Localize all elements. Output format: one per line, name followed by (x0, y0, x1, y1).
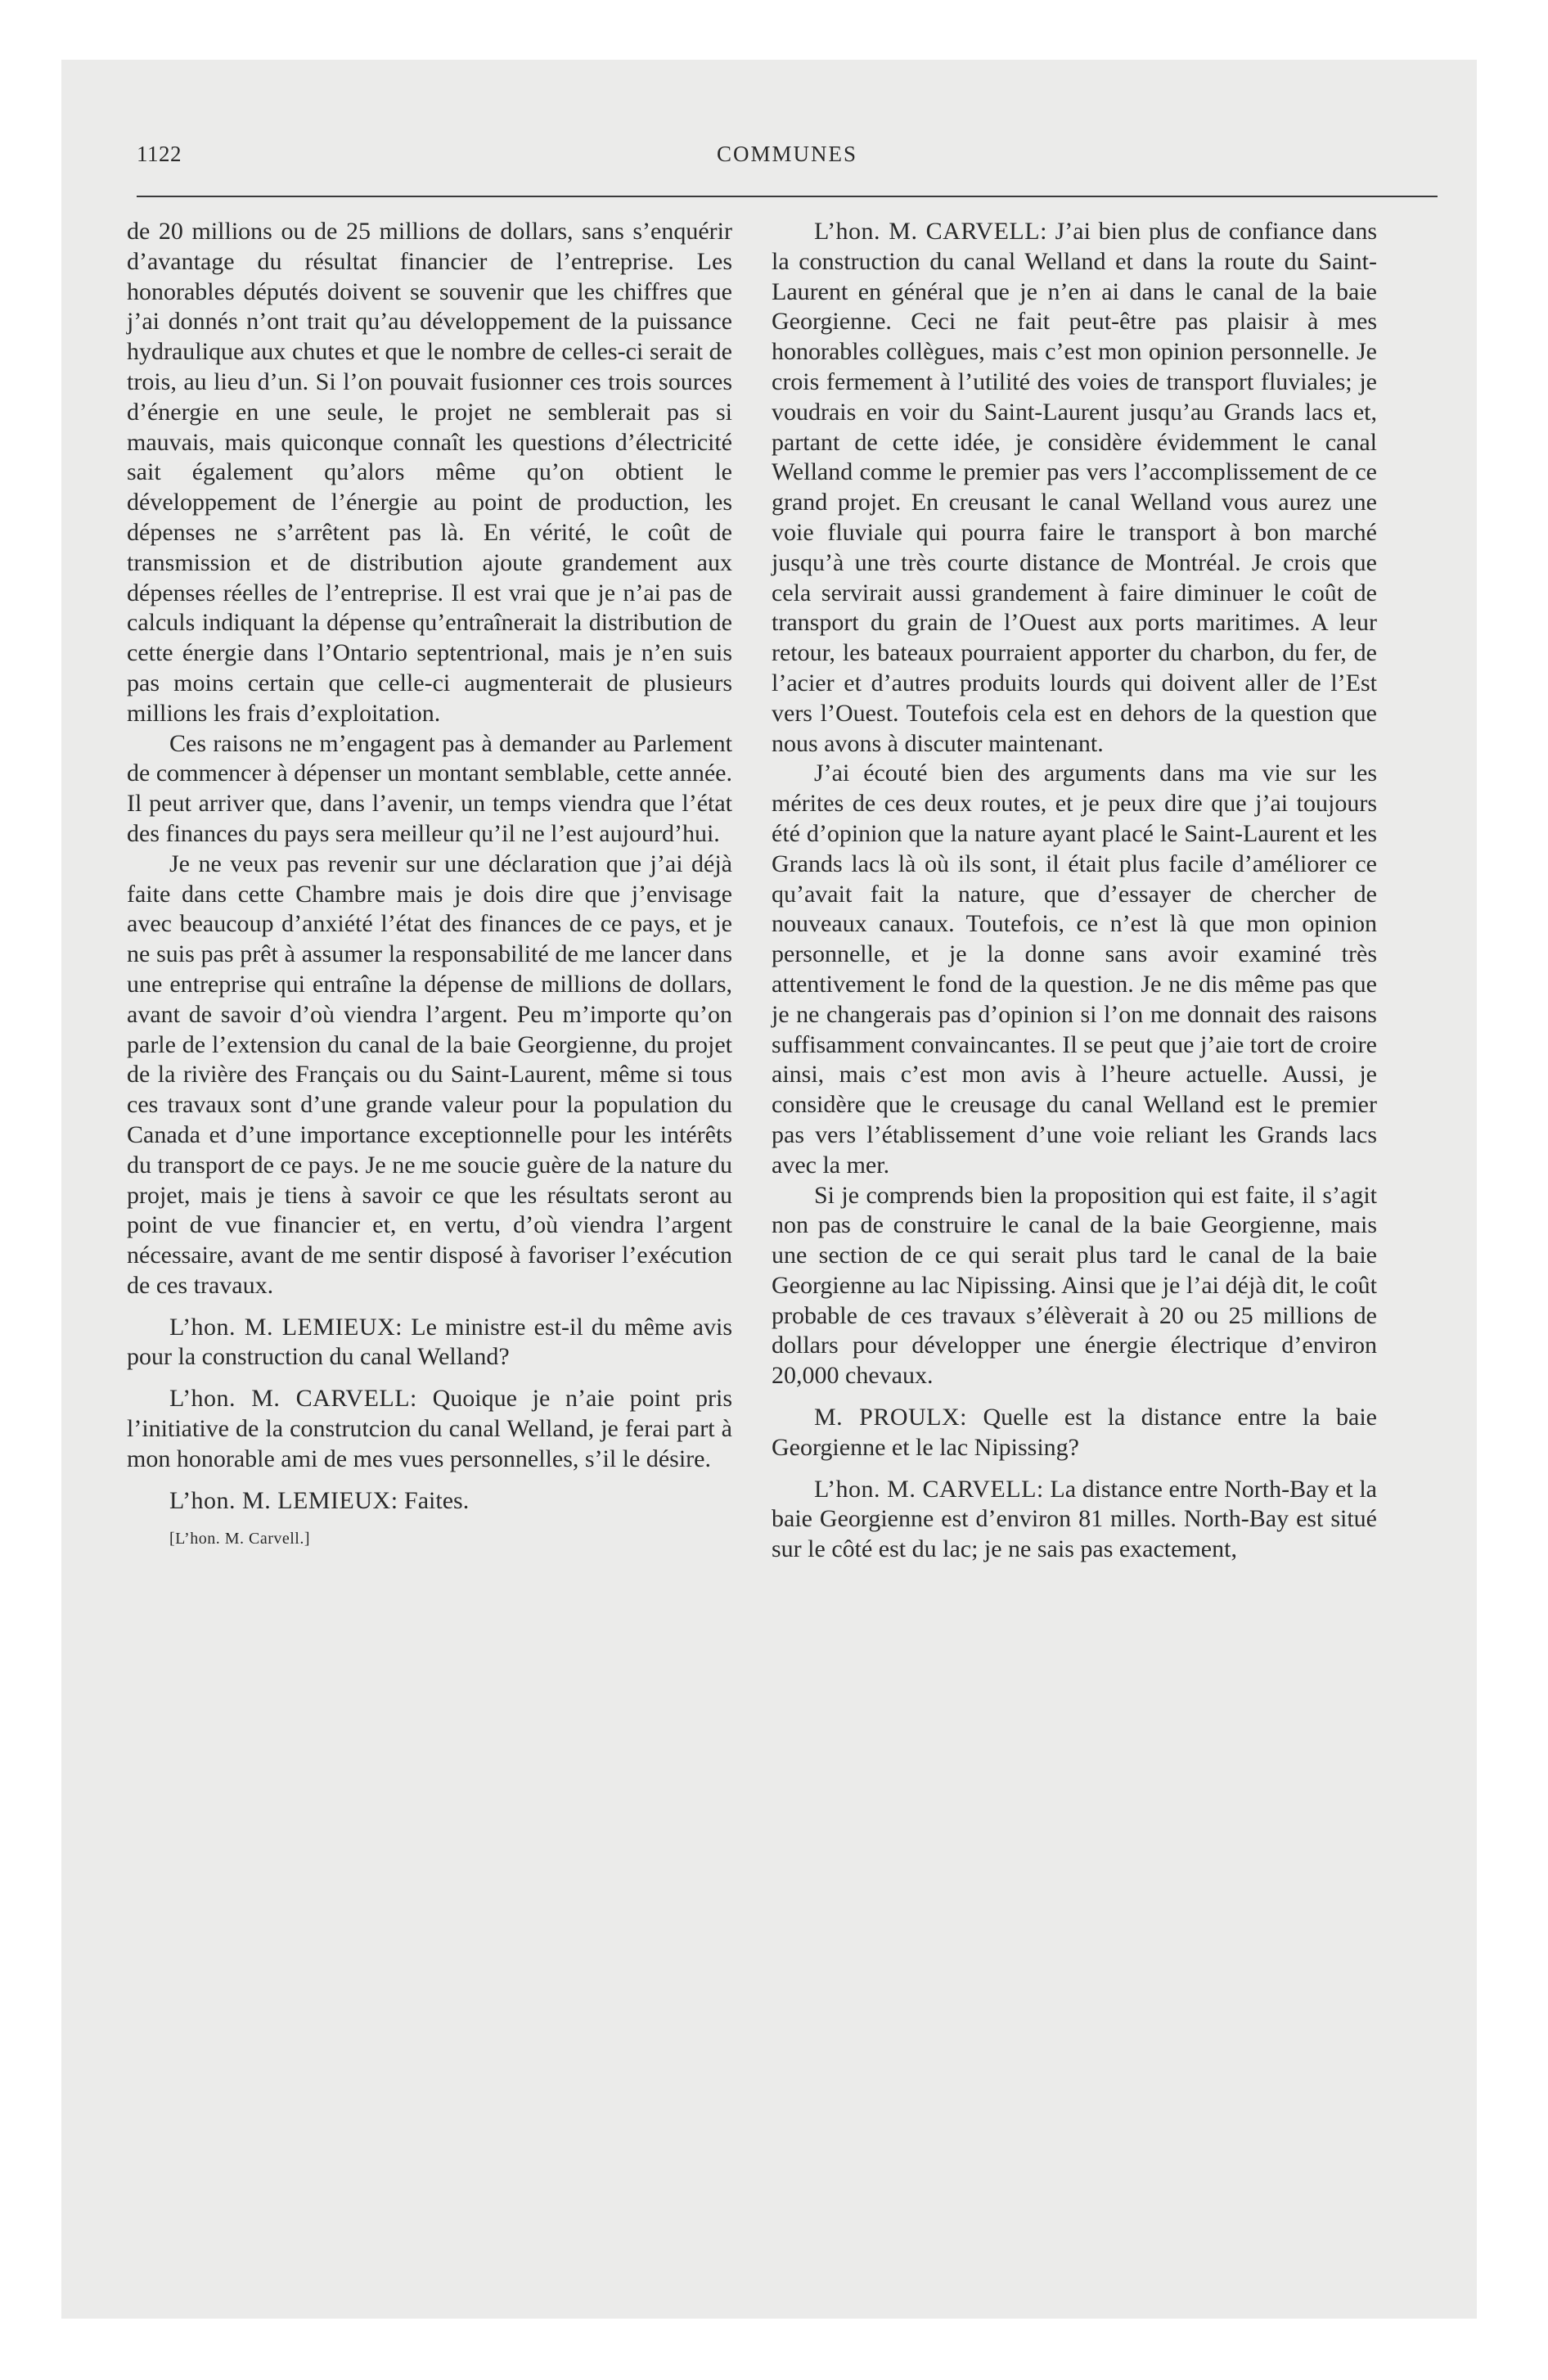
scanned-page (61, 60, 1477, 2319)
paragraph: de 20 millions ou de 25 millions de dollars, sans s’enquérir d’avantage du résultat financier de l’entreprise. Les honorables députés doivent se souvenir que les chiffres que j’ai donnés n’ont trait qu’au développement de la puissance hydraulique aux chutes et que le nombre de celles-ci serait de trois, au lieu d’un. Si l’on pouvait fusionner ces trois sources d’énergie en une seule, le projet ne semblerait pas si mauvais, mais quiconque connaît les questions d’électricité sait également qu’alors même qu’on obtient le développement de l’énergie au point de production, les dépenses ne s’arrêtent pas là. En vérité, le coût de transmission et de distribution ajoute grandement aux dépenses réelles de l’entreprise. Il est vrai que je n’ai pas de calculs indiquant la dépense qu’entraînerait la distribution de cette énergie dans l’Ontario septentrional, mais je n’en suis pas moins certain que celle-ci augmenterait de plusieurs millions les frais d’exploitation. (127, 218, 732, 727)
speech-text: Quelle est la distance entre la baie Georgienne et le lac Nipissing? (772, 1404, 1377, 1461)
speech-text: J’ai bien plus de confiance dans la construction du canal Welland et dans la route du Saint-Laurent en général que je n’en ai dans le canal de la baie Georgienne. Ceci ne fait peut-être pas plaisir à mes honorables collègues, mais c’est mon opinion personnelle. Je crois fermement à l’utilité des voies de transport fluviales; je voudrais en voir du Saint-Laurent jusqu’au Grands lacs et, partant de cette idée, je considère évidemment le canal Welland comme le premier pas vers l’accomplissement de ce grand projet. En creusant le canal Welland vous aurez une voie fluviale qui pourra faire le transport à bon marché jusqu’à une très courte distance de Montréal. Je crois que cela servirait aussi grandement à faire diminuer le coût de transport du grain de l’Ouest aux ports maritimes. A leur retour, les bateaux pourraient apporter du charbon, du fer, de l’acier et d’autres produits lourds qui doivent aller de l’Est vers l’Ouest. Toutefois cela est en dehors de la question que nous avons à discuter maintenant. (772, 218, 1377, 757)
paragraph: J’ai écouté bien des arguments dans ma vie sur les mérites de ces deux routes, et je peux dire que j’ai toujours été d’opinion que la nature ayant placé le Saint-Laurent et les Grands lacs là où ils sont, il était plus facile d’améliorer ce qu’avait fait la nature, que d’essayer de chercher de nouveaux canaux. Toutefois, ce n’est là que mon opinion personnelle, et je la donne sans avoir examiné très attentivement le fond de la question. Je ne dis même pas que je ne changerais pas d’opinion si l’on me donnait des raisons suffisamment convaincantes. Il se peut que j’aie tort de croire ainsi, mais c’est mon avis à l’heure actuelle. Aussi, je considère que le creusage du canal Welland est le premier pas vers l’établissement d’une voie reliant les Grands lacs avec la mer. (772, 760, 1377, 1179)
speech-text: Le ministre est-il du même avis pour la construction du canal Welland? (127, 1313, 732, 1371)
speech (127, 1486, 732, 1517)
speaker-name: L’hon. M. CARVELL: (814, 218, 1047, 245)
right-column (772, 217, 1377, 1565)
speech (127, 1313, 732, 1373)
page-number: 1122 (137, 142, 182, 166)
speech (772, 1475, 1377, 1565)
speaker-attribution: [L’hon. M. Carvell.] (169, 1530, 311, 1548)
speech-text: La distance entre North-Bay et la baie Georgienne est d’environ 81 milles. North-Bay est situé sur le côté est du lac; je ne sais pas exactement, (772, 1475, 1377, 1563)
speech (772, 1403, 1377, 1463)
left-column (127, 217, 732, 1554)
speaker-name: M. PROULX: (814, 1404, 967, 1431)
speech (127, 1384, 732, 1474)
speaker-name: L’hon. M. LEMIEUX: (169, 1313, 403, 1341)
speaker-name: L’hon. M. CARVELL: (814, 1475, 1044, 1503)
speech-text: Quoique je n’aie point pris l’initiative de la construtcion du canal Welland, je ferai part à mon honorable ami de mes vues personnelles, s’il le désire. (127, 1385, 733, 1472)
speaker-name: L’hon. M. CARVELL: (169, 1385, 417, 1413)
speech (772, 217, 1377, 759)
running-head: COMMUNES (716, 142, 858, 166)
speech-text: Faites. (404, 1486, 470, 1514)
paragraph: Ces raisons ne m’engagent pas à demander au Parlement de commencer à dépenser un montant semblable, cette année. Il peut arriver que, dans l’avenir, un temps viendra que l’état des finances du pays sera meilleur qu’il ne l’est aujourd’hui. (127, 729, 732, 847)
paragraph: Si je comprends bien la proposition qui est faite, il s’agit non pas de construire le canal de la baie Georgienne, mais une section de ce qui serait plus tard le canal de la baie Georgienne au lac Nipissing. Ainsi que je l’ai déjà dit, le coût probable de ces travaux s’élèverait à 20 ou 25 millions de dollars pour développer une énergie électrique d’environ 20,000 chevaux. (772, 1181, 1377, 1390)
page-header (137, 142, 1438, 174)
header-rule (137, 196, 1438, 197)
speaker-name: L’hon. M. LEMIEUX: (169, 1486, 398, 1514)
paragraph: Je ne veux pas revenir sur une déclaration que j’ai déjà faite dans cette Chambre mais je dois dire que j’envisage avec beaucoup d’anxiété l’état des finances de ce pays, et je ne suis pas prêt à assumer la responsabilité de me lancer dans une entreprise qui entraîne la dépense de millions de dollars, avant de savoir d’où viendra l’argent. Peu m’importe qu’on parle de l’extension du canal de la baie Georgienne, du projet de la rivière des Français ou du Saint-Laurent, même si tous ces travaux sont d’une grande valeur pour la population du Canada et d’une importance exceptionnelle pour les intérêts du transport de ce pays. Je ne me soucie guère de la nature du projet, mais je tiens à savoir ce que les résultats seront au point de vue financier et, en vertu, d’où viendra l’argent nécessaire, avant de me sentir disposé à favoriser l’exécution de ces travaux. (127, 850, 732, 1299)
